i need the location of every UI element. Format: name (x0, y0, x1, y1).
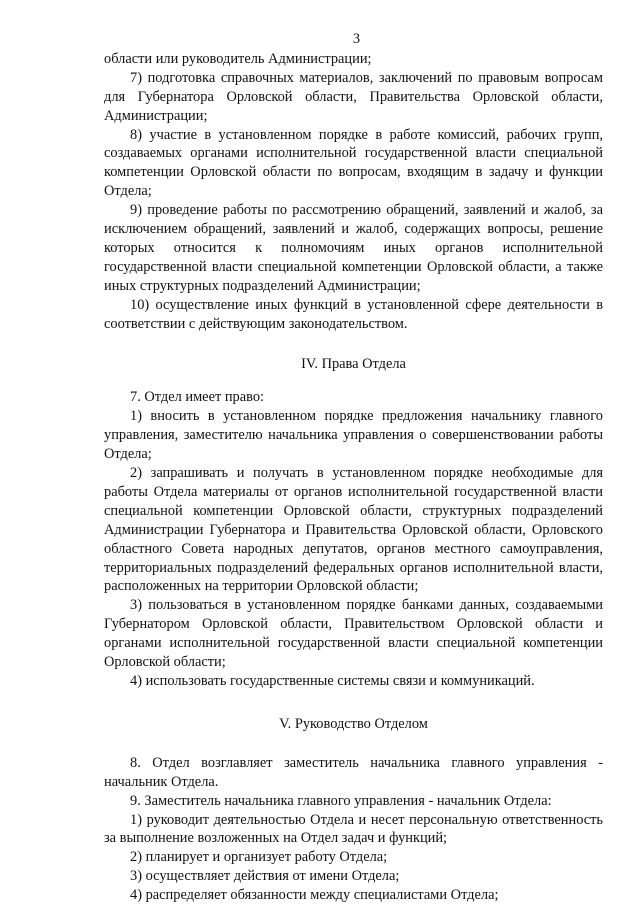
paragraph-duty-1: 1) руководит деятельностью Отдела и несет персональную ответственность за выполнение возложенных на Отдел задач и функций; (104, 811, 603, 847)
paragraph-duty-3: 3) осуществляет действия от имени Отдела; (130, 868, 400, 885)
paragraph-right-3: 3) пользоваться в установленном порядке банками данных, создаваемыми Губернатором Орловской области, Правительством Орловской области и органами исполнительной государственной власти специальной компетенции Орловской области; (104, 597, 603, 671)
paragraph-right-4: 4) использовать государственные системы связи и коммуникаций. (130, 673, 535, 689)
section-heading-rights: IV. Права Отдела (301, 355, 406, 372)
document-page (104, 30, 603, 905)
section-heading-management: V. Руководство Отделом (279, 715, 428, 732)
paragraph-clause-7: 7. Отдел имеет право: (130, 389, 265, 406)
paragraph-item-7: 7) подготовка справочных материалов, заключений по правовым вопросам для Губернатора Орловской области, Правительства Орловской области, Администрации; (104, 69, 603, 124)
paragraph-right-2: 2) запрашивать и получать в установленном порядке необходимые для работы Отдела материалы от органов исполнительной государственной власти специальной компетенции Орловской области, структурных подразделений Администрации Губернатора и Правительства Орловской области, Орловского областного Совета народных депутатов, органов местного самоуправления, территориальных подразделений федеральных органов исполнительной власти, расположенных на территории Орловской области; (104, 465, 603, 595)
paragraph-continuation: области или руководитель Администрации; (104, 50, 372, 67)
paragraph-duty-4: 4) распределяет обязанности между специалистами Отдела; (130, 887, 499, 904)
paragraph-right-1: 1) вносить в установленном порядке предложения начальнику главного управления, заместителю начальника управления о совершенствовании работы Отдела; (104, 408, 603, 463)
paragraph-clause-9: 9. Заместитель начальника главного управления - начальник Отдела: (130, 792, 552, 809)
paragraph-clause-8: 8. Отдел возглавляет заместитель начальника главного управления - начальник Отдела. (104, 754, 603, 790)
paragraph-item-8: 8) участие в установленном порядке в работе комиссий, рабочих групп, создаваемых органами исполнительной государственной власти специальной компетенции Орловской области по вопросам, входящим в задачу и функции Отдела; (104, 126, 603, 200)
paragraph-duty-2: 2) планирует и организует работу Отдела; (130, 849, 388, 866)
paragraph-item-10: 10) осуществление иных функций в установленной сфере деятельности в соответствии с действующим законодательством. (104, 296, 603, 332)
page-number: 3 (352, 31, 361, 47)
paragraph-item-9: 9) проведение работы по рассмотрению обращений, заявлений и жалоб, за исключением обращений, заявлений и жалоб, содержащих вопросы, решение которых относится к полномочиям иных органов исполнительной государственной власти специальной компетенции Орловской области, а также иных структурных подразделений Администрации; (104, 202, 603, 294)
